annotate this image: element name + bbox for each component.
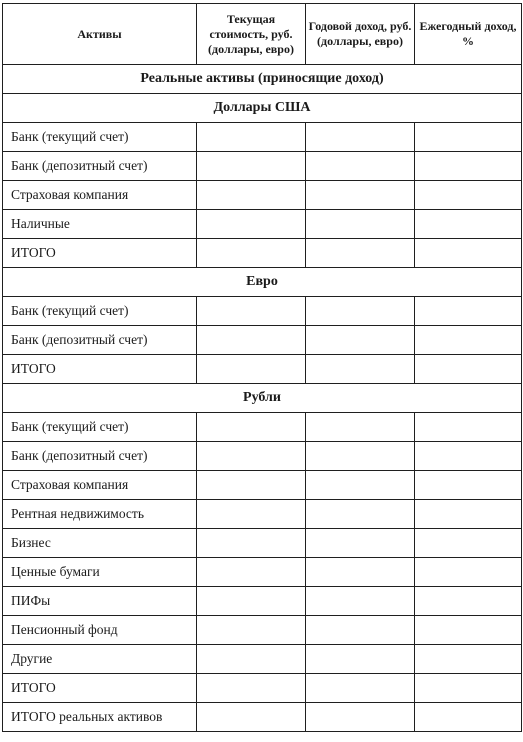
table-row	[3, 152, 522, 181]
row-label: ИТОГО реальных активов	[3, 703, 197, 732]
row-label: Пенсионный фонд	[3, 616, 197, 645]
annual-income-cell[interactable]	[306, 703, 415, 732]
annual-yield-cell[interactable]	[415, 413, 522, 442]
table-row	[3, 413, 522, 442]
row-label: Наличные	[3, 210, 197, 239]
main-section-title: Реальные активы (приносящие доход)	[3, 65, 522, 94]
row-label: Банк (текущий счет)	[3, 297, 197, 326]
annual-income-cell[interactable]	[306, 500, 415, 529]
current-value-cell[interactable]	[197, 616, 306, 645]
annual-income-cell[interactable]	[306, 210, 415, 239]
row-label: Страховая компания	[3, 181, 197, 210]
header-annual-yield: Ежегодный доход, %	[415, 4, 522, 65]
table-row	[3, 616, 522, 645]
row-label: Банк (депозитный счет)	[3, 326, 197, 355]
current-value-cell[interactable]	[197, 500, 306, 529]
main-section-row	[3, 65, 522, 94]
current-value-cell[interactable]	[197, 645, 306, 674]
annual-income-cell[interactable]	[306, 297, 415, 326]
annual-income-cell[interactable]	[306, 616, 415, 645]
row-label: Ценные бумаги	[3, 558, 197, 587]
current-value-cell[interactable]	[197, 558, 306, 587]
row-label: ИТОГО	[3, 355, 197, 384]
annual-yield-cell[interactable]	[415, 616, 522, 645]
annual-income-cell[interactable]	[306, 558, 415, 587]
row-label: Другие	[3, 645, 197, 674]
table-row	[3, 442, 522, 471]
row-label: ИТОГО	[3, 239, 197, 268]
table-row	[3, 674, 522, 703]
group-title-eur: Евро	[3, 268, 522, 297]
annual-yield-cell[interactable]	[415, 210, 522, 239]
row-label: Банк (текущий счет)	[3, 413, 197, 442]
table-row	[3, 210, 522, 239]
table-header	[3, 4, 522, 65]
table-row	[3, 587, 522, 616]
annual-income-cell[interactable]	[306, 413, 415, 442]
header-assets: Активы	[3, 4, 197, 65]
current-value-cell[interactable]	[197, 442, 306, 471]
table-row	[3, 500, 522, 529]
annual-income-cell[interactable]	[306, 152, 415, 181]
current-value-cell[interactable]	[197, 297, 306, 326]
header-row	[3, 4, 522, 65]
table-row	[3, 529, 522, 558]
table-row	[3, 239, 522, 268]
current-value-cell[interactable]	[197, 674, 306, 703]
current-value-cell[interactable]	[197, 326, 306, 355]
row-label: Банк (текущий счет)	[3, 123, 197, 152]
annual-yield-cell[interactable]	[415, 442, 522, 471]
current-value-cell[interactable]	[197, 355, 306, 384]
table-row	[3, 471, 522, 500]
annual-income-cell[interactable]	[306, 355, 415, 384]
annual-income-cell[interactable]	[306, 587, 415, 616]
group-row	[3, 384, 522, 413]
annual-income-cell[interactable]	[306, 529, 415, 558]
annual-yield-cell[interactable]	[415, 703, 522, 732]
annual-yield-cell[interactable]	[415, 674, 522, 703]
annual-yield-cell[interactable]	[415, 239, 522, 268]
annual-income-cell[interactable]	[306, 471, 415, 500]
annual-yield-cell[interactable]	[415, 587, 522, 616]
current-value-cell[interactable]	[197, 239, 306, 268]
group-title-usd: Доллары США	[3, 94, 522, 123]
annual-income-cell[interactable]	[306, 181, 415, 210]
annual-yield-cell[interactable]	[415, 558, 522, 587]
current-value-cell[interactable]	[197, 703, 306, 732]
annual-yield-cell[interactable]	[415, 529, 522, 558]
row-label: Бизнес	[3, 529, 197, 558]
current-value-cell[interactable]	[197, 181, 306, 210]
group-row	[3, 94, 522, 123]
table-row	[3, 558, 522, 587]
annual-income-cell[interactable]	[306, 674, 415, 703]
annual-income-cell[interactable]	[306, 123, 415, 152]
current-value-cell[interactable]	[197, 529, 306, 558]
table-row	[3, 297, 522, 326]
current-value-cell[interactable]	[197, 152, 306, 181]
current-value-cell[interactable]	[197, 587, 306, 616]
annual-yield-cell[interactable]	[415, 500, 522, 529]
annual-yield-cell[interactable]	[415, 645, 522, 674]
table-row	[3, 355, 522, 384]
table-row	[3, 123, 522, 152]
annual-yield-cell[interactable]	[415, 123, 522, 152]
annual-yield-cell[interactable]	[415, 181, 522, 210]
annual-income-cell[interactable]	[306, 239, 415, 268]
table-row	[3, 645, 522, 674]
current-value-cell[interactable]	[197, 413, 306, 442]
table-row	[3, 181, 522, 210]
annual-income-cell[interactable]	[306, 645, 415, 674]
table-row	[3, 326, 522, 355]
annual-yield-cell[interactable]	[415, 297, 522, 326]
annual-yield-cell[interactable]	[415, 355, 522, 384]
current-value-cell[interactable]	[197, 123, 306, 152]
row-label: Страховая компания	[3, 471, 197, 500]
annual-income-cell[interactable]	[306, 326, 415, 355]
annual-yield-cell[interactable]	[415, 471, 522, 500]
annual-yield-cell[interactable]	[415, 152, 522, 181]
row-label: Банк (депозитный счет)	[3, 442, 197, 471]
table-body	[3, 65, 522, 732]
row-label: Рентная недвижимость	[3, 500, 197, 529]
header-annual-income: Годовой доход, руб. (доллары, евро)	[306, 4, 415, 65]
annual-income-cell[interactable]	[306, 442, 415, 471]
annual-yield-cell[interactable]	[415, 326, 522, 355]
row-label: ПИФы	[3, 587, 197, 616]
group-row	[3, 268, 522, 297]
assets-table	[2, 3, 522, 732]
header-current-value: Текущая стоимость, руб. (доллары, евро)	[197, 4, 306, 65]
table-row	[3, 703, 522, 732]
group-title-rub: Рубли	[3, 384, 522, 413]
row-label: ИТОГО	[3, 674, 197, 703]
current-value-cell[interactable]	[197, 471, 306, 500]
row-label: Банк (депозитный счет)	[3, 152, 197, 181]
current-value-cell[interactable]	[197, 210, 306, 239]
